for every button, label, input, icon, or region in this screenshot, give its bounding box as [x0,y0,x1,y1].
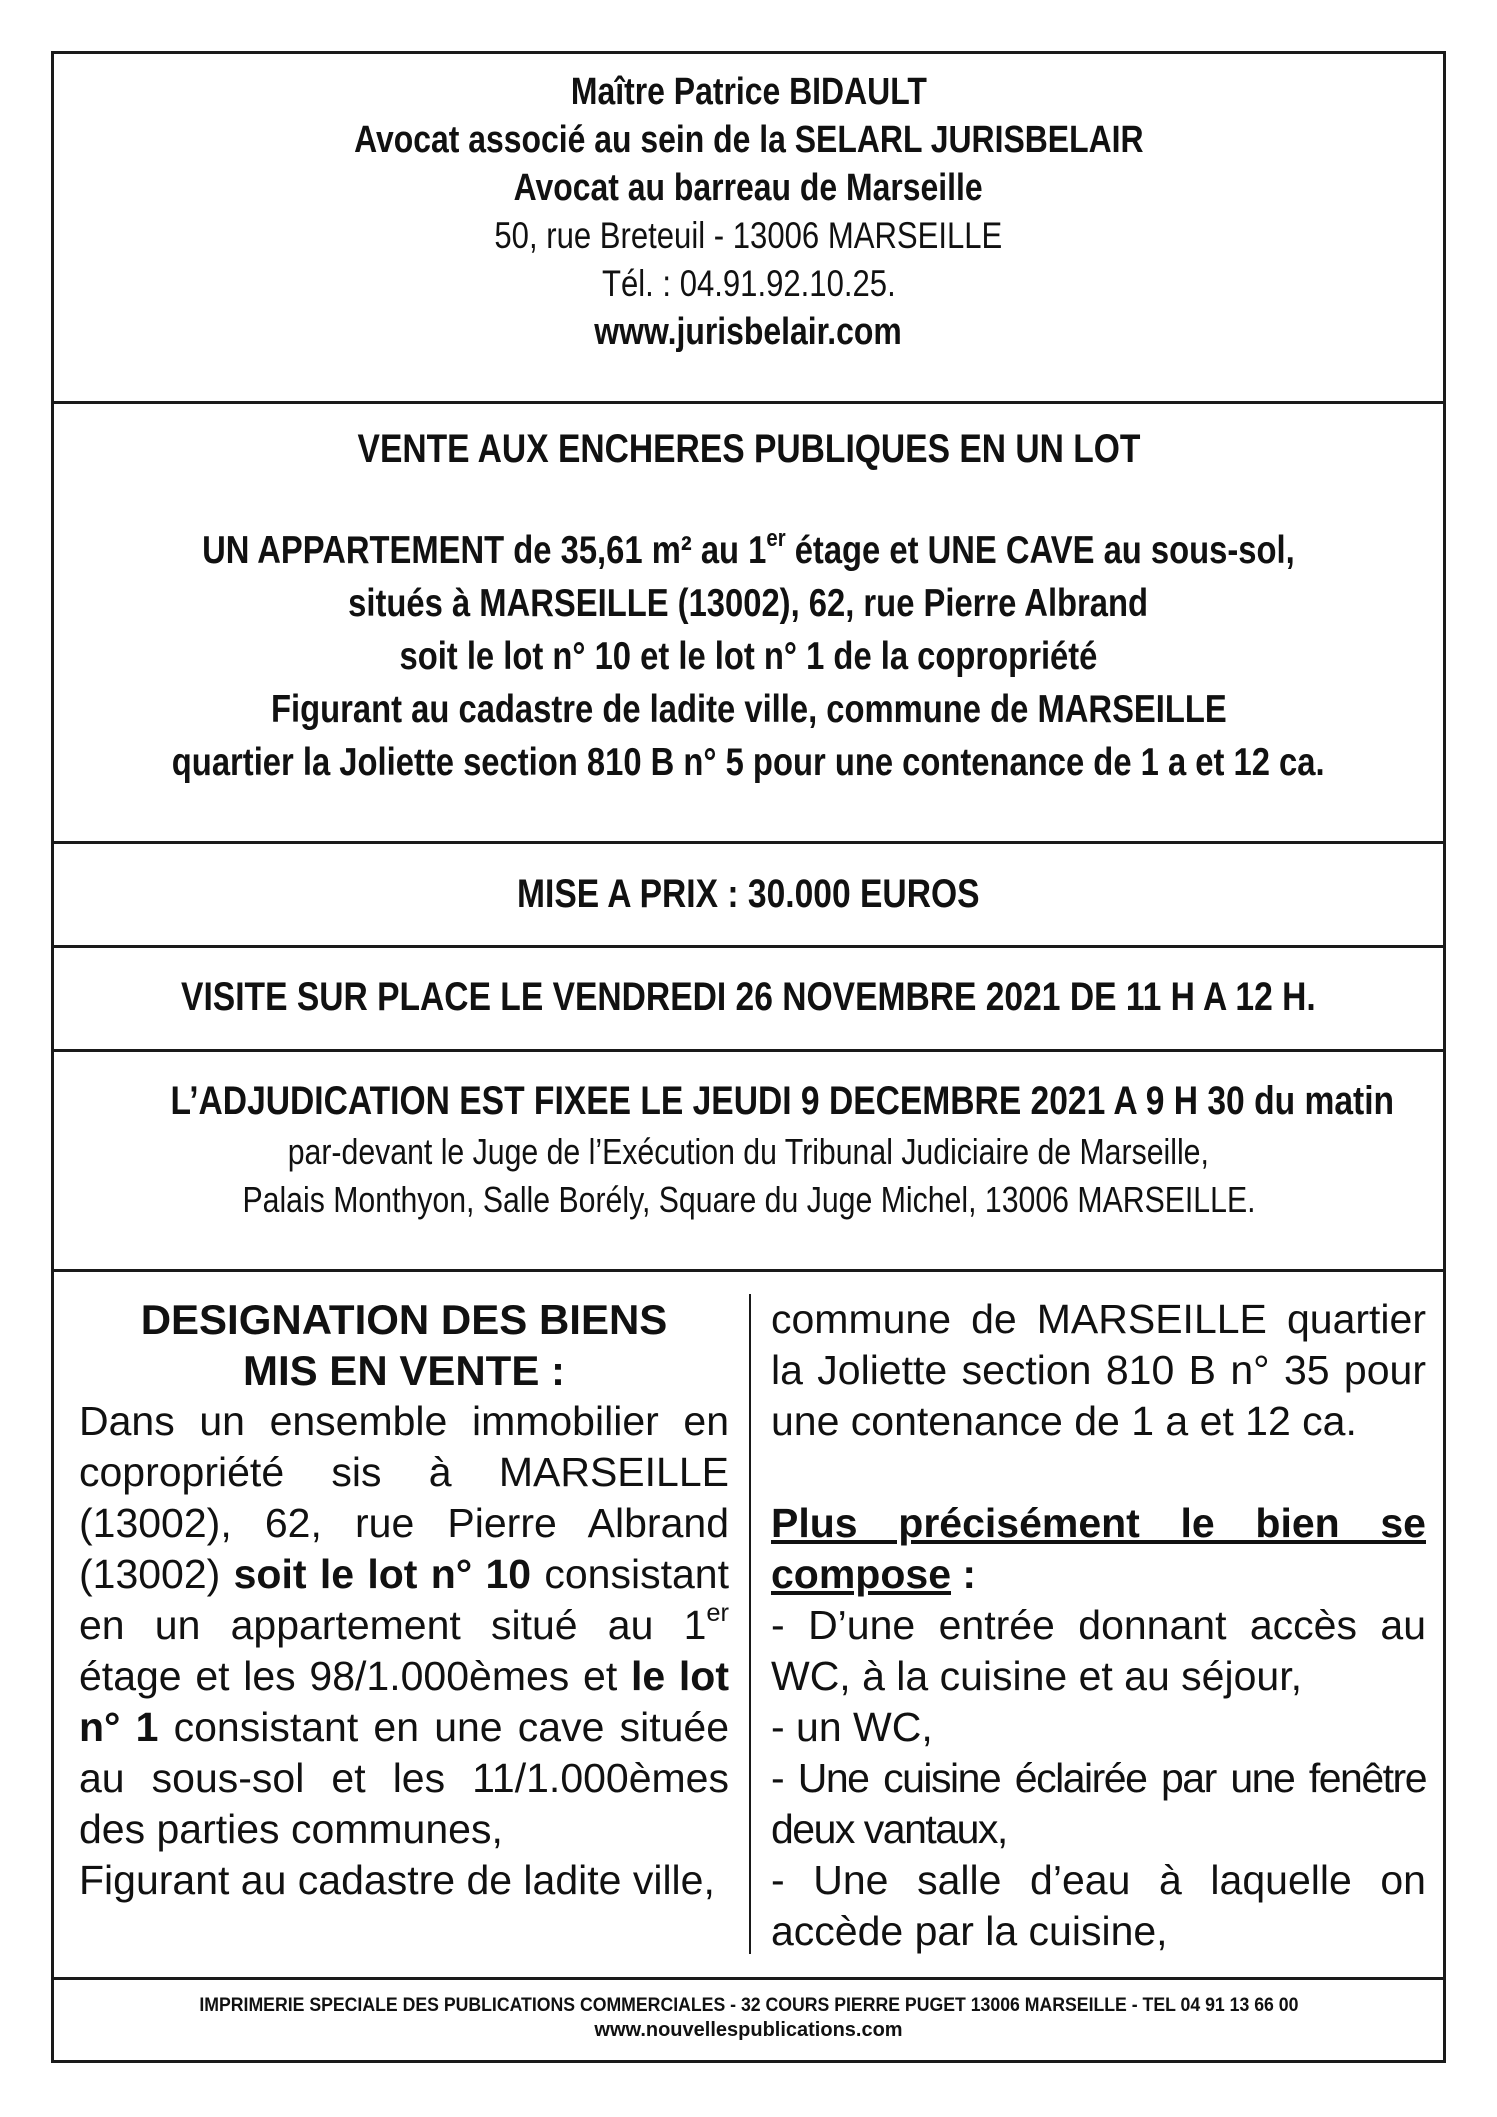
lawyer-header [54,54,1443,404]
lawyer-bar: Avocat au barreau de Marseille [514,167,983,209]
printer-footer [54,1977,1443,2060]
sale-title: VENTE AUX ENCHERES PUBLIQUES EN UN LOT [357,427,1140,471]
adjudication-title-a: L’ADJUDICATION EST FIXEE LE JEUDI 9 DECEMBRE 2021 A 9 H 30 [170,1079,1245,1123]
lawyer-address: 50, rue Breteuil - 13006 MARSEILLE [494,215,1003,256]
sale-line-2: situés à MARSEILLE (13002), 62, rue Pierre Albrand [348,582,1149,625]
compose-item: - D’une entrée donnant accès au WC, à la cuisine et au séjour, [771,1602,1426,1699]
printer-info: IMPRIMERIE SPECIALE DES PUBLICATIONS COMMERCIALES - 32 COURS PIERRE PUGET 13006 MARSEILLE - TEL 04 91 13 66 00 [198,1995,1299,2016]
sale-line-1-sup: er [766,525,786,553]
visit-date: VISITE SUR PLACE LE VENDREDI 26 NOVEMBRE 2021 DE 11 H A 12 H. [181,975,1316,1019]
designation-right-column [771,1272,1426,1957]
designation-p1b: consistant en un appartement situé au 1 [79,1551,729,1648]
designation-section [54,1272,1443,1977]
printer-website: www.nouvellespublications.com [594,2019,903,2041]
starting-price: MISE A PRIX : 30.000 EUROS [517,872,980,916]
compose-item: - un WC, [771,1704,933,1750]
designation-paragraph [79,1396,729,1855]
compose-colon: : [951,1551,977,1597]
sale-line-4: Figurant au cadastre de ladite ville, commune de MARSEILLE [270,688,1227,731]
visit-box [54,948,1443,1052]
sale-line-1a: UN APPARTEMENT de 35,61 m² au 1 [202,529,767,572]
compose-item: - Une salle d’eau à laquelle on accède par la cuisine, [771,1857,1426,1954]
sale-line-1b: étage et UNE CAVE au sous-sol, [785,529,1295,572]
compose-title: Plus précisément le bien se compose [771,1500,1426,1597]
adjudication-title-b: du matin [1244,1079,1395,1123]
adjudication-box [54,1052,1443,1272]
designation-lot-10: soit le lot n° 10 [233,1551,532,1597]
designation-p1: Dans un ensemble immobilier en copropriété sis à MARSEILLE (13002), 62, rue Pierre Albrand (13002) [79,1398,729,1597]
adjudication-line-1: par-devant le Juge de l’Exécution du Tribunal Judiciaire de Marseille, [287,1131,1210,1172]
sale-line-1 [202,524,1295,577]
adjudication-line-2: Palais Monthyon, Salle Borély, Square du Juge Michel, 13006 MARSEILLE. [241,1179,1256,1220]
lawyer-name: Maître Patrice BIDAULT [570,71,927,113]
designation-cadastre: Figurant au cadastre de ladite ville, [79,1857,715,1903]
designation-p1c: étage et les 98/1.000èmes et [79,1653,631,1699]
designation-lot-1: le lot n° 1 [79,1653,729,1750]
spacer [771,1447,1426,1498]
designation-cadastre-cont: commune de MARSEILLE quartier la Joliette section 810 B n° 35 pour une contenance de 1 a et 12 ca. [771,1296,1426,1444]
lawyer-firm: Avocat associé au sein de la SELARL JURISBELAIR [353,119,1144,161]
column-divider [749,1294,751,1954]
sale-description [54,404,1443,844]
notice-frame [51,51,1446,2063]
adjudication-title [171,1074,1395,1128]
starting-price-box [54,844,1443,948]
compose-item: - Une cuisine éclairée par une fenêtre deux vantaux, [771,1755,1426,1852]
lawyer-website: www.jurisbelair.com [594,311,903,353]
designation-title-2: MIS EN VENTE : [242,1347,566,1394]
lawyer-phone: Tél. : 04.91.92.10.25. [601,263,896,304]
sale-line-3: soit le lot n° 10 et le lot n° 1 de la copropriété [399,635,1098,678]
designation-sup: er [706,1599,729,1628]
designation-title-1: DESIGNATION DES BIENS [140,1296,668,1343]
designation-p1d: consistant en une cave située au sous-sol et les 11/1.000èmes des parties communes, [79,1704,729,1852]
sale-line-5: quartier la Joliette section 810 B n° 5 pour une contenance de 1 a et 12 ca. [172,741,1325,784]
compose-heading [771,1498,1426,1600]
designation-left-column [79,1272,729,1906]
